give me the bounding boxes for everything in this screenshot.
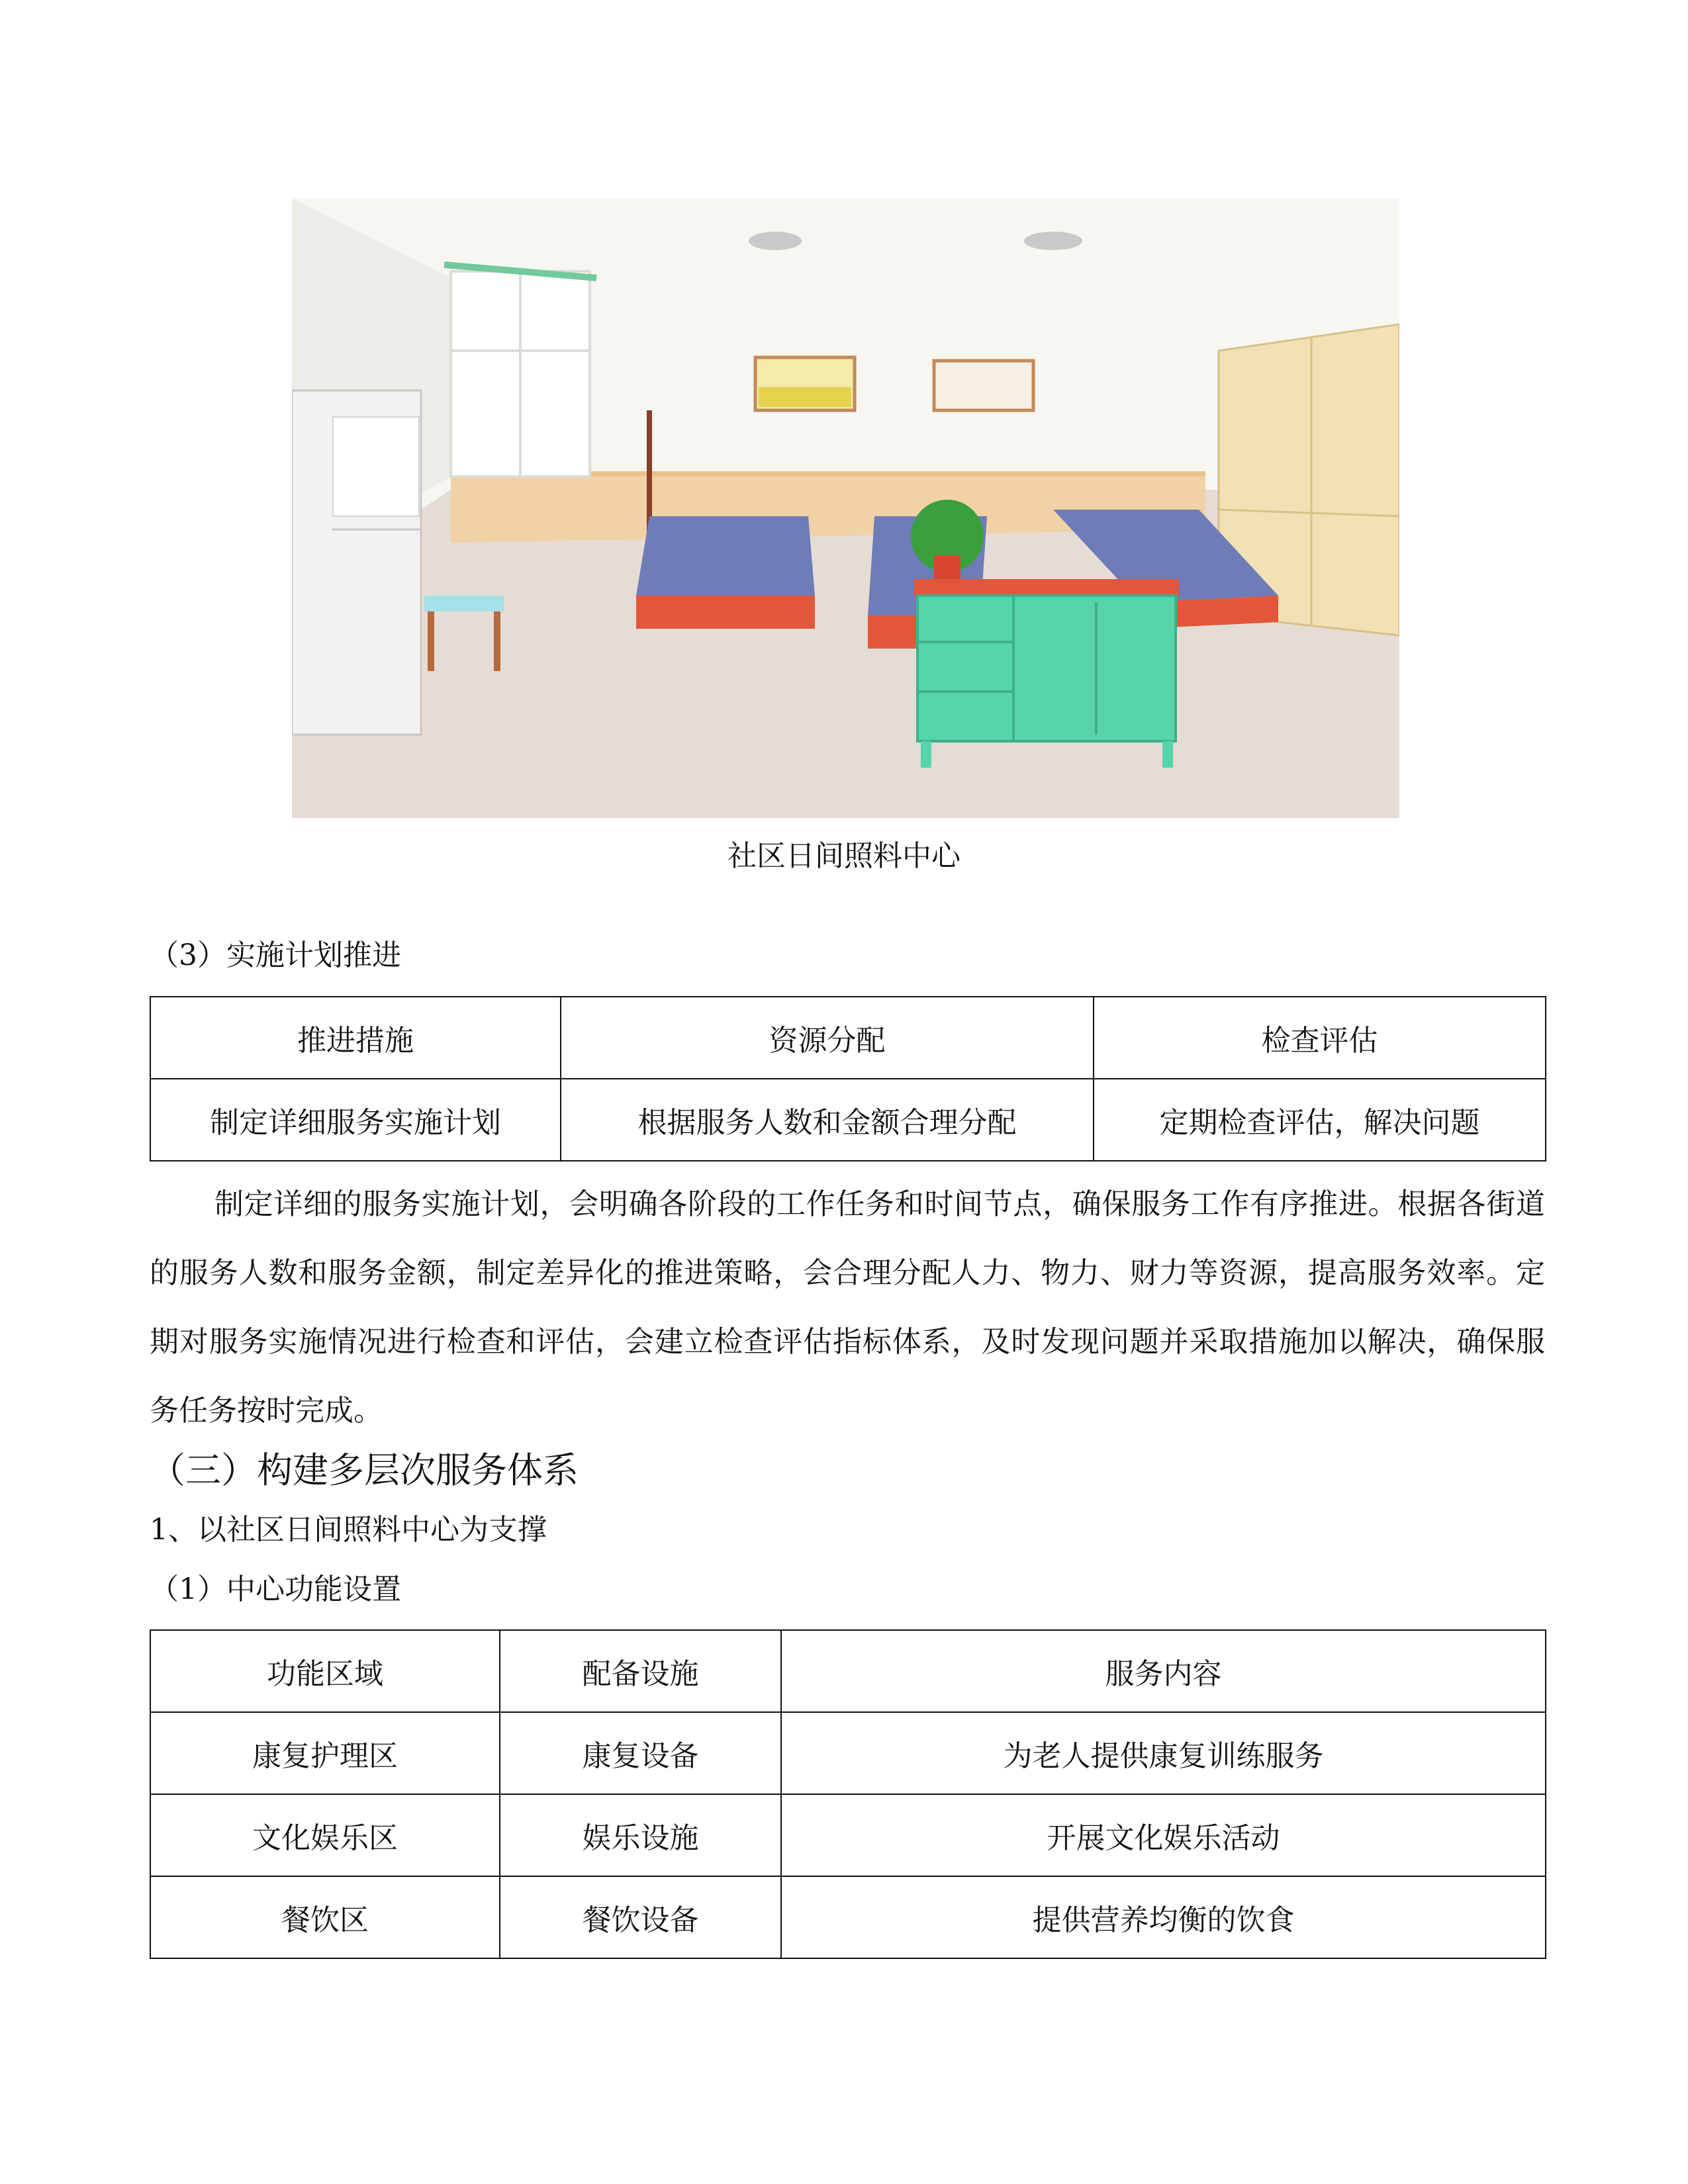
subheading-center-functions: （1）中心功能设置 — [150, 1572, 401, 1606]
section-heading-implementation-plan: （3）实施计划推进 — [150, 938, 401, 972]
table-header-cell: 推进措施 — [150, 997, 561, 1079]
table-header-cell: 资源分配 — [561, 997, 1094, 1079]
subheading-day-care-support: 1、以社区日间照料中心为支撑 — [150, 1513, 547, 1547]
table-cell: 为老人提供康复训练服务 — [781, 1712, 1546, 1794]
table-cell: 餐饮区 — [150, 1876, 500, 1958]
table-header-cell: 服务内容 — [781, 1630, 1546, 1712]
table-cell: 根据服务人数和金额合理分配 — [561, 1079, 1094, 1161]
table-header-row — [150, 997, 1546, 1079]
table-cell: 娱乐设施 — [500, 1794, 781, 1876]
table-header-cell: 配备设施 — [500, 1630, 781, 1712]
table-cell: 文化娱乐区 — [150, 1794, 500, 1876]
figure-caption: 社区日间照料中心 — [727, 839, 961, 873]
implementation-plan-table — [150, 996, 1546, 1161]
table-row — [150, 1876, 1546, 1958]
table-row — [150, 1079, 1546, 1161]
table-cell: 康复设备 — [500, 1712, 781, 1794]
table-header-row — [150, 1630, 1546, 1712]
table-cell: 开展文化娱乐活动 — [781, 1794, 1546, 1876]
table-row — [150, 1712, 1546, 1794]
body-paragraph: 制定详细的服务实施计划，会明确各阶段的工作任务和时间节点，确保服务工作有序推进。根据各街道的服务人数和服务金额，制定差异化的推进策略，会合理分配人力、物力、财力等资源，提高服务效率。定期对服务实施情况进行检查和评估，会建立检查评估指标体系，及时发现问题并采取措施加以解决，确保服务任务按时完成。 — [150, 1187, 1545, 1428]
table-cell: 餐饮设备 — [500, 1876, 781, 1958]
table-header-cell: 检查评估 — [1094, 997, 1546, 1079]
table-cell: 提供营养均衡的饮食 — [781, 1876, 1546, 1958]
table-cell: 制定详细服务实施计划 — [150, 1079, 561, 1161]
day-care-room-photo — [292, 199, 1399, 818]
section-heading-service-system: （三）构建多层次服务体系 — [150, 1449, 579, 1491]
table-header-cell: 功能区域 — [150, 1630, 500, 1712]
table-cell: 定期检查评估，解决问题 — [1094, 1079, 1546, 1161]
center-functions-table — [150, 1629, 1546, 1959]
table-cell: 康复护理区 — [150, 1712, 500, 1794]
table-row — [150, 1794, 1546, 1876]
